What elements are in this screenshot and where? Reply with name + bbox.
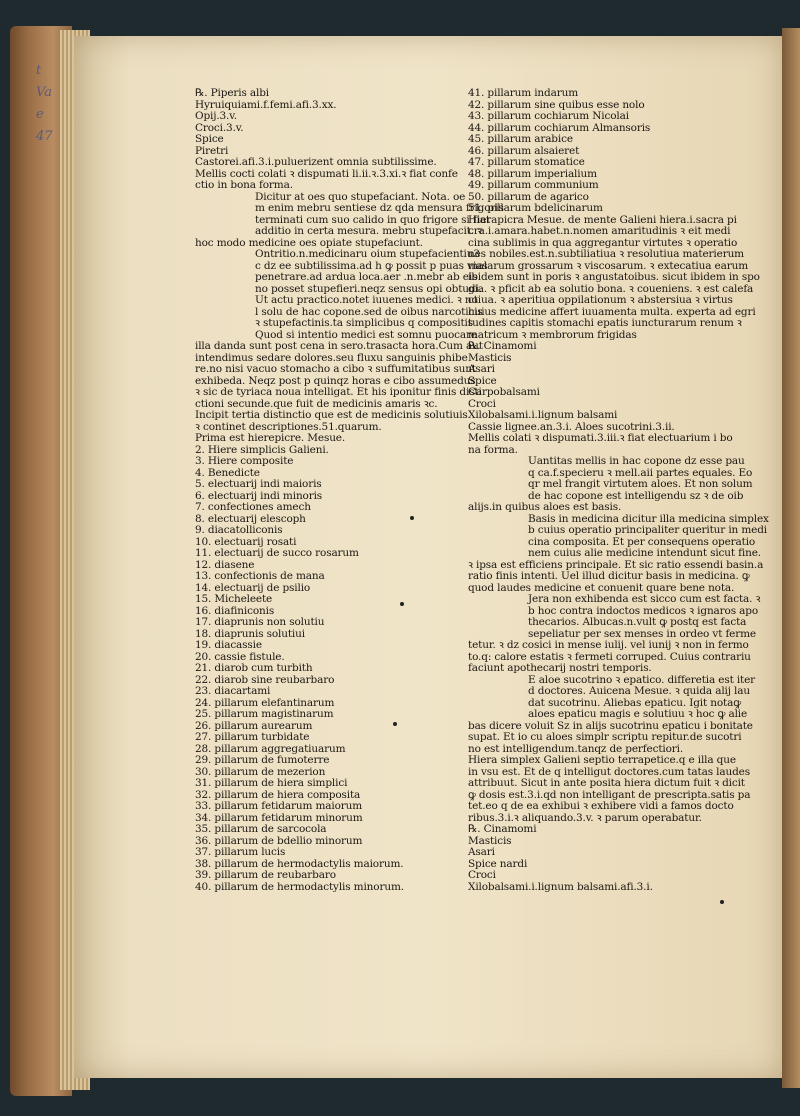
text-line: to.q: calore estatis ꝛ fermeti corruped. Cuius contrariu	[468, 650, 751, 663]
text-line: 11. electuarij de succo rosarum	[195, 547, 359, 559]
ink-spot	[400, 602, 404, 606]
text-line: ꝛ continet descriptiones.51.quarum.	[195, 420, 382, 433]
text-line: ℞. Cinamomi	[468, 340, 537, 352]
text-line: 2. Hiere simplicis Galieni.	[195, 443, 329, 456]
text-line: Ut actu practico.notet iuuenes medici. ꝛ no	[255, 294, 478, 306]
text-line: matricum ꝛ membrorum frigidas	[468, 328, 637, 341]
text-line: Piretri	[195, 144, 229, 157]
text-line: 48. pillarum imperialium	[468, 167, 597, 180]
text-line: E aloe sucotrino ꝛ epatico. differetia est iter	[528, 673, 756, 686]
text-line: ꝛ stupefactinis.ta simplicibus q compositis	[255, 317, 474, 329]
text-line: no est intelligendum.tanqz de perfectiori.	[468, 742, 684, 755]
text-line: Asari	[468, 846, 495, 858]
text-line: aloes epaticu magis e solutiuu ꝛ hoc ꝙ alie	[528, 708, 748, 720]
text-line: c dz ee subtilissima.ad h ꝙ possit p puas vias	[255, 259, 488, 272]
text-line: Hyruiquiami.f.femi.afi.3.xx.	[195, 98, 337, 111]
margin-note-mark: t	[36, 63, 42, 78]
text-line: ꝛ sic de tyriaca noua intelligat. Et his iponitur finis disti	[195, 386, 482, 398]
text-line: 30. pillarum de mezerion	[195, 765, 326, 778]
text-line: 12. diasene	[195, 558, 255, 571]
margin-note-mark: 47	[36, 129, 53, 144]
text-line: 10. electuarij rosati	[195, 535, 297, 548]
text-line: Croci	[468, 869, 496, 881]
text-line: qr mel frangit virtutem aloes. Et non solum	[528, 478, 753, 490]
text-line: Dicitur at oes quo stupefaciant. Nota. oe	[255, 190, 466, 203]
text-line: Castorei.afi.3.i.puluerizent omnia subtilissime.	[195, 156, 437, 168]
text-line: faciunt apothecarij nostri temporis.	[468, 662, 652, 674]
text-line: 17. diaprunis non solutiu	[195, 616, 325, 628]
text-line: no posset stupefieri.neqz sensus opi obtudi.	[255, 282, 482, 295]
text-line: ℞. Cinamomi	[468, 823, 537, 835]
text-line: 14. electuarij de psilio	[195, 581, 311, 594]
text-line: tudines capitis stomachi epatis iuncturarum renum ꝛ	[468, 317, 742, 329]
text-line: b hoc contra indoctos medicos ꝛ ignaros apo	[528, 604, 758, 617]
text-line: in vsu est. Et de q intelligut doctores.cum tatas laudes	[468, 765, 750, 778]
text-line: Croci	[468, 397, 496, 410]
text-line: 20. cassie fistule.	[195, 650, 285, 663]
text-line: 37. pillarum lucis	[195, 846, 286, 858]
text-line: 29. pillarum de fumoterre	[195, 754, 330, 766]
text-line: Mellis cocti colati ꝛ dispumati li.ii.ꝛ.3.xi.ꝛ fiat confe	[195, 167, 458, 180]
text-line: 3. Hiere composite	[195, 455, 294, 467]
text-line: 42. pillarum sine quibus esse nolo	[468, 98, 645, 111]
text-line: bas dicere voluit Sz in alijs sucotrinu epaticu i bonitate	[468, 719, 753, 732]
text-line: cina sublimis in qua aggregantur virtutes ꝛ operatio	[468, 236, 738, 249]
text-line: cra.i.amara.habet.n.nomen amaritudinis ꝛ eit medi	[468, 225, 731, 237]
text-line: Cassie lignee.an.3.i. Aloes sucotrini.3.ii.	[468, 420, 675, 433]
text-line: q ca.f.specieru ꝛ mell.aii partes equales. Eo	[528, 466, 753, 479]
ink-spot	[720, 900, 724, 904]
text-line: 40. pillarum de hermodactylis minorum.	[195, 880, 404, 893]
text-line: d doctores. Auicena Mesue. ꝛ quida alij lau	[528, 685, 750, 697]
text-line: 26. pillarum aurearum	[195, 719, 313, 732]
text-line: 31. pillarum de hiera simplici	[195, 777, 348, 789]
text-line: ctioni secunde.que fuit de medicinis amaris ꝛc.	[195, 397, 438, 410]
text-line: 18. diaprunis solutiui	[195, 627, 305, 640]
text-line: Spice nardi	[468, 857, 528, 870]
text-line: ctio in bona forma.	[195, 179, 293, 191]
text-line: 24. pillarum elefantinarum	[195, 696, 335, 709]
text-line: 33. pillarum fetidarum maiorum	[195, 800, 363, 812]
text-line: re.no nisi vacuo stomacho a cibo ꝛ suffumitatibus sunt	[195, 363, 476, 375]
text-line: Jera non exhibenda est sicco cum est facta. ꝛ	[528, 593, 761, 605]
text-line: ibidem sunt in poris ꝛ angustatoibus. sicut ibidem in spo	[468, 271, 760, 283]
text-line: 43. pillarum cochiarum Nicolai	[468, 110, 629, 122]
text-line: 8. electuarij elescoph	[195, 512, 306, 525]
text-line: quod laudes medicine et conuenit quare bene nota.	[468, 581, 735, 594]
text-line: terminati cum suo calido in quo frigore si fiat	[255, 213, 490, 226]
text-line: 19. diacassie	[195, 639, 262, 651]
text-line: 15. Micheleete	[195, 593, 273, 605]
text-line: cina composita. Et per consequens operatio	[528, 535, 756, 548]
margin-handwritten-note	[36, 60, 62, 148]
text-line: 27. pillarum turbidate	[195, 731, 310, 743]
text-line: 45. pillarum arabice	[468, 133, 573, 145]
text-line: l solu de hac copone.sed de oibus narcoticis	[255, 305, 483, 318]
text-line: 5. electuarij indi maioris	[195, 478, 322, 490]
text-line: Croci.3.v.	[195, 121, 244, 134]
text-line: nes nobiles.est.n.subtiliatiua ꝛ resolutiua materierum	[468, 248, 744, 260]
text-line: 23. diacartami	[195, 685, 271, 697]
text-line: gia. ꝛ pficit ab ea solutio bona. ꝛ coueniens. ꝛ est calefa	[468, 282, 754, 295]
ink-spot	[410, 516, 414, 520]
right-text-column	[468, 88, 773, 893]
text-line: 38. pillarum de hermodactylis maiorum.	[195, 857, 404, 870]
text-line: ratio finis intenti. Uel illud dicitur basis in medicina. ꝙ	[468, 570, 750, 582]
text-line: intendimus sedare dolores.seu fluxu sanguinis phibe	[195, 351, 468, 364]
text-line: nem cuius alie medicine intendunt sicut fine.	[528, 547, 761, 559]
margin-note-mark: e	[36, 107, 44, 122]
text-line: Carpobalsami	[468, 386, 540, 398]
text-line: 44. pillarum cochiarum Almansoris	[468, 121, 651, 134]
right-cover-edge	[782, 28, 800, 1088]
text-line: de hac copone est intelligendu sz ꝛ de oib	[528, 489, 744, 502]
text-line: 13. confectionis de mana	[195, 570, 325, 582]
text-line: penetrare.ad ardua loca.aer .n.mebr ab eis	[255, 271, 478, 283]
text-line: 39. pillarum de reubarbaro	[195, 869, 336, 881]
text-line: 9. diacatolliconis	[195, 524, 283, 536]
text-line: illa danda sunt post cena in sero.trasacta hora.Cum aut	[195, 340, 483, 352]
text-line: supat. Et io cu aloes simplr scriptu repitur.de sucotri	[468, 731, 742, 743]
margin-note-mark: Va	[36, 85, 52, 100]
text-line: alijs.in quibus aloes est basis.	[468, 501, 622, 513]
text-line: sepeliatur per sex menses in ordeo vt ferme	[528, 627, 756, 640]
text-line: m enim mebru sentiese dz qda mensura frigoris	[255, 202, 504, 214]
text-line: 6. electuarij indi minoris	[195, 489, 323, 502]
text-line: attribuut. Sicut in ante posita hiera dictum fuit ꝛ dicit	[468, 777, 745, 789]
text-line: 49. pillarum communium	[468, 179, 599, 191]
ink-spot	[393, 722, 397, 726]
text-line: Prima est hierepicre. Mesue.	[195, 432, 346, 444]
text-line: Mellis colati ꝛ dispumati.3.iii.ꝛ fiat electuarium i bo	[468, 432, 733, 444]
text-line: ꝙ dosis est.3.i.qd non intelligant de prescripta.satis pa	[468, 788, 751, 801]
text-line: 25. pillarum magistinarum	[195, 708, 334, 720]
text-line: 47. pillarum stomatice	[468, 156, 585, 168]
text-line: Xilobalsami.i.lignum balsami.afi.3.i.	[468, 880, 653, 893]
text-line: 7. confectiones amech	[195, 501, 311, 513]
text-line: Xilobalsami.i.lignum balsami	[468, 409, 618, 421]
text-line: na forma.	[468, 443, 518, 456]
text-line: Spice	[195, 133, 224, 145]
text-line: 28. pillarum aggregatiuarum	[195, 742, 346, 755]
text-line: ctiua. ꝛ aperitiua oppilationum ꝛ abstersiua ꝛ virtus	[468, 294, 733, 306]
text-line: 16. diafiniconis	[195, 604, 275, 617]
text-line: 51. pillarum bdelicinarum	[468, 202, 603, 214]
text-line: Masticis	[468, 351, 512, 364]
text-line: ribus.3.i.ꝛ aliquando.3.v. ꝛ parum operabatur.	[468, 811, 702, 824]
text-line: tetur. ꝛ dz cosici in mense iulij. vel iunij ꝛ non in fermo	[468, 639, 749, 651]
text-line: 35. pillarum de sarcocola	[195, 823, 327, 835]
text-line: tet.eo q de ea exhibui ꝛ exhibere vidi a famos docto	[468, 800, 734, 812]
text-line: Quod si intentio medici est somnu puocare	[255, 328, 477, 341]
text-line: Incipit tertia distinctio que est de medicinis solutiuis	[195, 409, 468, 421]
text-line: 36. pillarum de bdellio minorum	[195, 834, 363, 847]
text-line: ꝛ ipsa est efficiens principale. Et sic ratio essendi basin.a	[468, 558, 764, 571]
text-line: huius medicine affert iuuamenta multa. experta ad egri	[468, 305, 756, 318]
text-line: Basis in medicina dicitur illa medicina simplex	[528, 512, 769, 525]
text-line: b cuius operatio principaliter queritur in medi	[528, 524, 767, 536]
text-line: exhibeda. Neqz post p quinqz horas e cibo assumedus	[195, 374, 476, 387]
text-line: Masticis	[468, 834, 512, 847]
text-line: 22. diarob sine reubarbaro	[195, 673, 335, 686]
text-line: Spice	[468, 374, 497, 387]
text-line: Ontritio.n.medicinaru oium stupefacientiu3	[255, 248, 480, 260]
text-line: 21. diarob cum turbith	[195, 662, 313, 674]
text-line: Uantitas mellis in hac copone dz esse pau	[528, 455, 745, 467]
text-line: 34. pillarum fetidarum minorum	[195, 811, 363, 824]
text-line: 46. pillarum alsaieret	[468, 144, 580, 157]
text-line: Asari	[468, 363, 495, 375]
text-line: Opij.3.v.	[195, 110, 237, 122]
text-line: 4. Benedicte	[195, 466, 260, 479]
text-line: 50. pillarum de agarico	[468, 190, 589, 203]
text-line: hoc modo medicine oes opiate stupefaciunt.	[195, 236, 423, 249]
text-line: thecarios. Albucas.n.vult ꝙ postq est facta	[528, 616, 747, 628]
text-line: 41. pillarum indarum	[468, 87, 579, 99]
text-line: dat sucotrinu. Aliebas epaticu. Igit notaꝙ	[528, 696, 741, 709]
text-line: malarum grossarum ꝛ viscosarum. ꝛ extecatiua earum	[468, 259, 749, 272]
text-line: ℞. Piperis albi	[195, 87, 269, 99]
text-line: Hierapicra Mesue. de mente Galieni hiera.i.sacra pi	[468, 213, 737, 226]
text-line: Hiera simplex Galieni septio terrapetice.q e illa que	[468, 754, 736, 766]
text-line: additio in certa mesura. mebru stupefacit. ꝛ	[255, 225, 482, 237]
text-line: 32. pillarum de hiera composita	[195, 788, 361, 801]
